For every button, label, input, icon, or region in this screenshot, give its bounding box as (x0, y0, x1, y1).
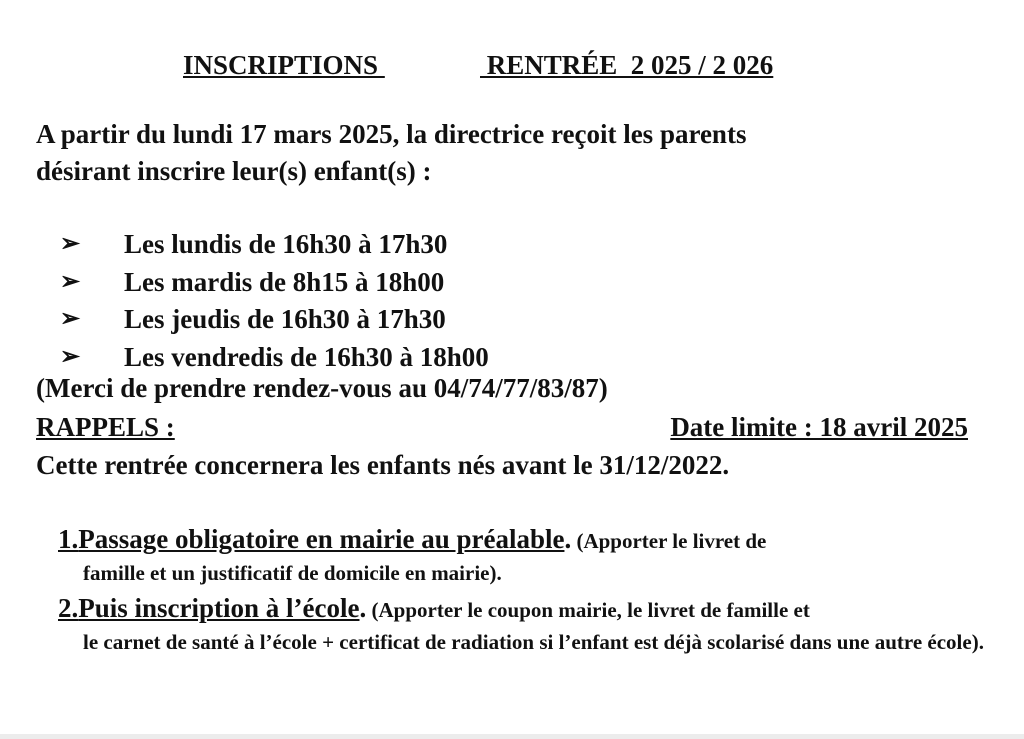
step-detail-continued: famille et un justificatif de domicile en mairie). (83, 561, 502, 585)
title-inscriptions: INSCRIPTIONS (183, 50, 385, 80)
title-rentree: RENTRÉE 2 025 / 2 026 (480, 50, 774, 80)
step-number: 1. (58, 524, 79, 554)
deadline-date: Date limite : 18 avril 2025 (670, 412, 968, 442)
document-title (0, 50, 1024, 86)
intro-line-1: A partir du lundi 17 mars 2025, la directrice reçoit les parents (36, 119, 747, 149)
intro-line-2: désirant inscrire leur(s) enfant(s) : (36, 156, 432, 186)
step-mairie (58, 522, 988, 589)
steps-list (58, 522, 988, 660)
eligibility-note: Cette rentrée concernera les enfants nés avant le 31/12/2022. (36, 450, 730, 480)
step-detail: (Apporter le coupon mairie, le livret de famille et (366, 598, 810, 622)
step-punct: . (564, 524, 572, 554)
arrow-bullet-icon: ➢ (60, 268, 81, 295)
arrow-bullet-icon: ➢ (60, 306, 81, 332)
rappels-heading: RAPPELS : (36, 412, 175, 442)
arrow-bullet-icon: ➢ (60, 231, 81, 257)
appointment-phone-note: (Merci de prendre rendez-vous au 04/74/77/83/87) (36, 373, 608, 403)
step-punct: . (359, 593, 367, 623)
page-bottom-edge (0, 734, 1024, 739)
step-number: 2. (58, 593, 79, 623)
schedule-text: Les lundis de 16h30 à 17h30 (124, 229, 448, 259)
schedule-text: Les jeudis de 16h30 à 17h30 (124, 304, 446, 334)
step-detail: (Apporter le livret de (571, 529, 767, 553)
step-title: Puis inscription à l’école (78, 593, 360, 623)
schedule-text: Les mardis de 8h15 à 18h00 (124, 266, 445, 297)
step-detail-continued: le carnet de santé à l’école + certificat de radiation si l’enfant est déjà scolarisé dans une autre école). (83, 630, 984, 654)
step-title: Passage obligatoire en mairie au préalable (78, 524, 565, 554)
step-ecole (58, 591, 988, 658)
intro-paragraph (36, 116, 996, 190)
schedule-text: Les vendredis de 16h30 à 18h00 (124, 341, 489, 372)
arrow-bullet-icon: ➢ (60, 343, 81, 370)
